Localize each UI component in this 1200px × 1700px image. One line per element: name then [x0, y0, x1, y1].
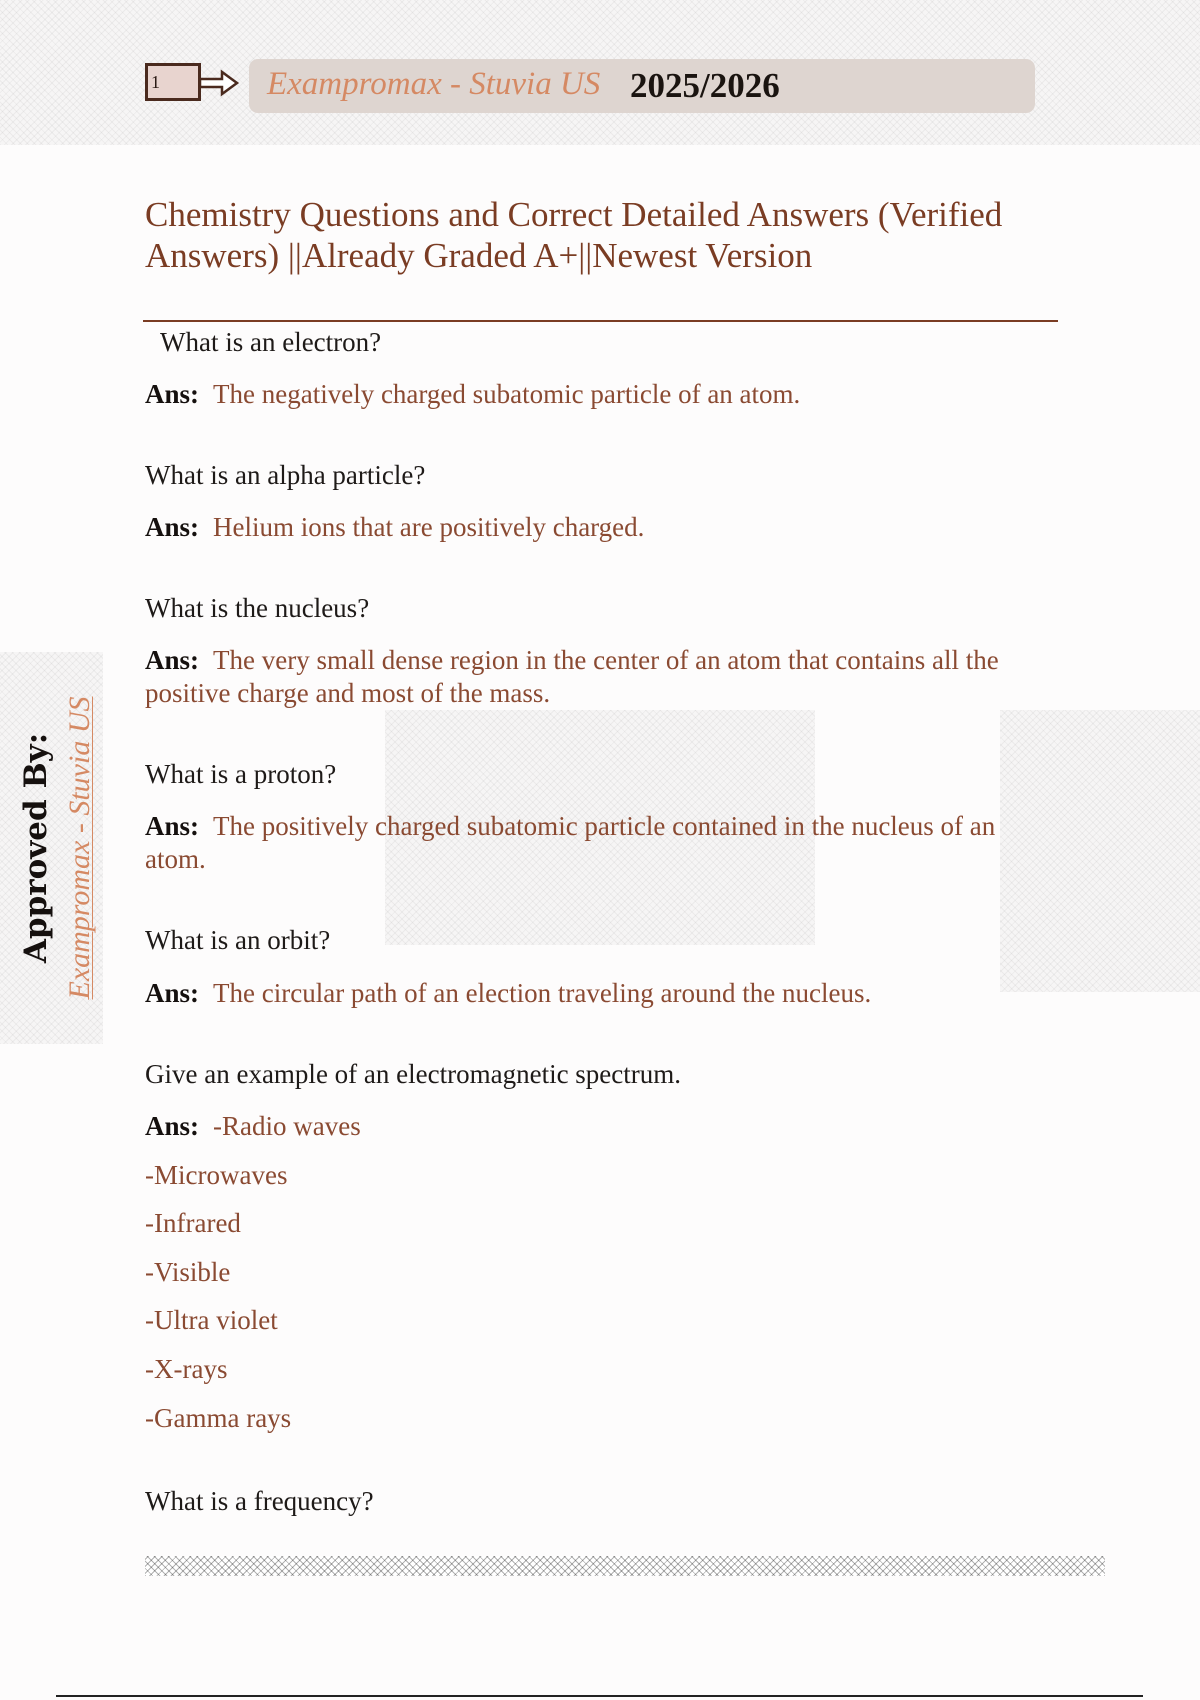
question-text: What is the nucleus? — [145, 593, 370, 623]
answer-value: The positively charged subatomic particle contained in the nucleus of an atom. — [145, 811, 996, 874]
answer-label: Ans: — [145, 512, 200, 542]
answer-label: Ans: — [145, 645, 200, 675]
answer-label: Ans: — [145, 379, 200, 409]
answer-label: Ans: — [145, 1111, 200, 1141]
question-text: What is a proton? — [145, 759, 337, 789]
question-text: Give an example of an electromagnetic spectrum. — [145, 1059, 682, 1089]
question-text: What is an alpha particle? — [145, 460, 426, 490]
answer-text — [145, 644, 1045, 710]
answer-text — [145, 977, 871, 1010]
document-title: Chemistry Questions and Correct Detailed Answers (Verified Answers) ||Already Graded A+||Newest Version — [145, 195, 1003, 275]
decorative-pattern-strip — [145, 1556, 1105, 1576]
answer-value: The negatively charged subatomic particle of an atom. — [213, 379, 801, 409]
answer-value: The circular path of an election traveling around the nucleus. — [213, 978, 872, 1008]
answer-text — [145, 1110, 361, 1143]
answer-list-item: -Infrared — [145, 1208, 241, 1238]
answer-list-item: -Visible — [145, 1257, 231, 1287]
footer-divider — [56, 1695, 1143, 1697]
answer-label: Ans: — [145, 811, 200, 841]
arrow-right-icon — [200, 69, 240, 97]
answer-text — [145, 810, 1045, 876]
approved-by-label: Approved By: — [18, 732, 54, 964]
page-number-box — [145, 63, 201, 101]
title-divider — [143, 320, 1058, 322]
answer-text — [145, 511, 644, 544]
answer-list-item: -Gamma rays — [145, 1403, 292, 1433]
page-number: 1 — [151, 72, 160, 92]
answer-value: -Radio waves — [213, 1111, 361, 1141]
header-brand: Exampromax - Stuvia US — [267, 66, 601, 102]
question-text: What is an orbit? — [145, 925, 331, 955]
header-year: 2025/2026 — [630, 66, 780, 105]
answer-label: Ans: — [145, 978, 200, 1008]
answer-value: The very small dense region in the center of an atom that contains all the positive charge and most of the mass. — [145, 645, 999, 708]
answer-list-item: -Ultra violet — [145, 1305, 278, 1335]
approved-by-brand: Exampromax - Stuvia US — [63, 696, 96, 1000]
question-text: What is a frequency? — [145, 1486, 374, 1516]
answer-text — [145, 378, 800, 411]
question-text: What is an electron? — [160, 327, 382, 357]
answer-list-item: -X-rays — [145, 1354, 228, 1384]
answer-value: Helium ions that are positively charged. — [213, 512, 645, 542]
answer-list-item: -Microwaves — [145, 1160, 288, 1190]
